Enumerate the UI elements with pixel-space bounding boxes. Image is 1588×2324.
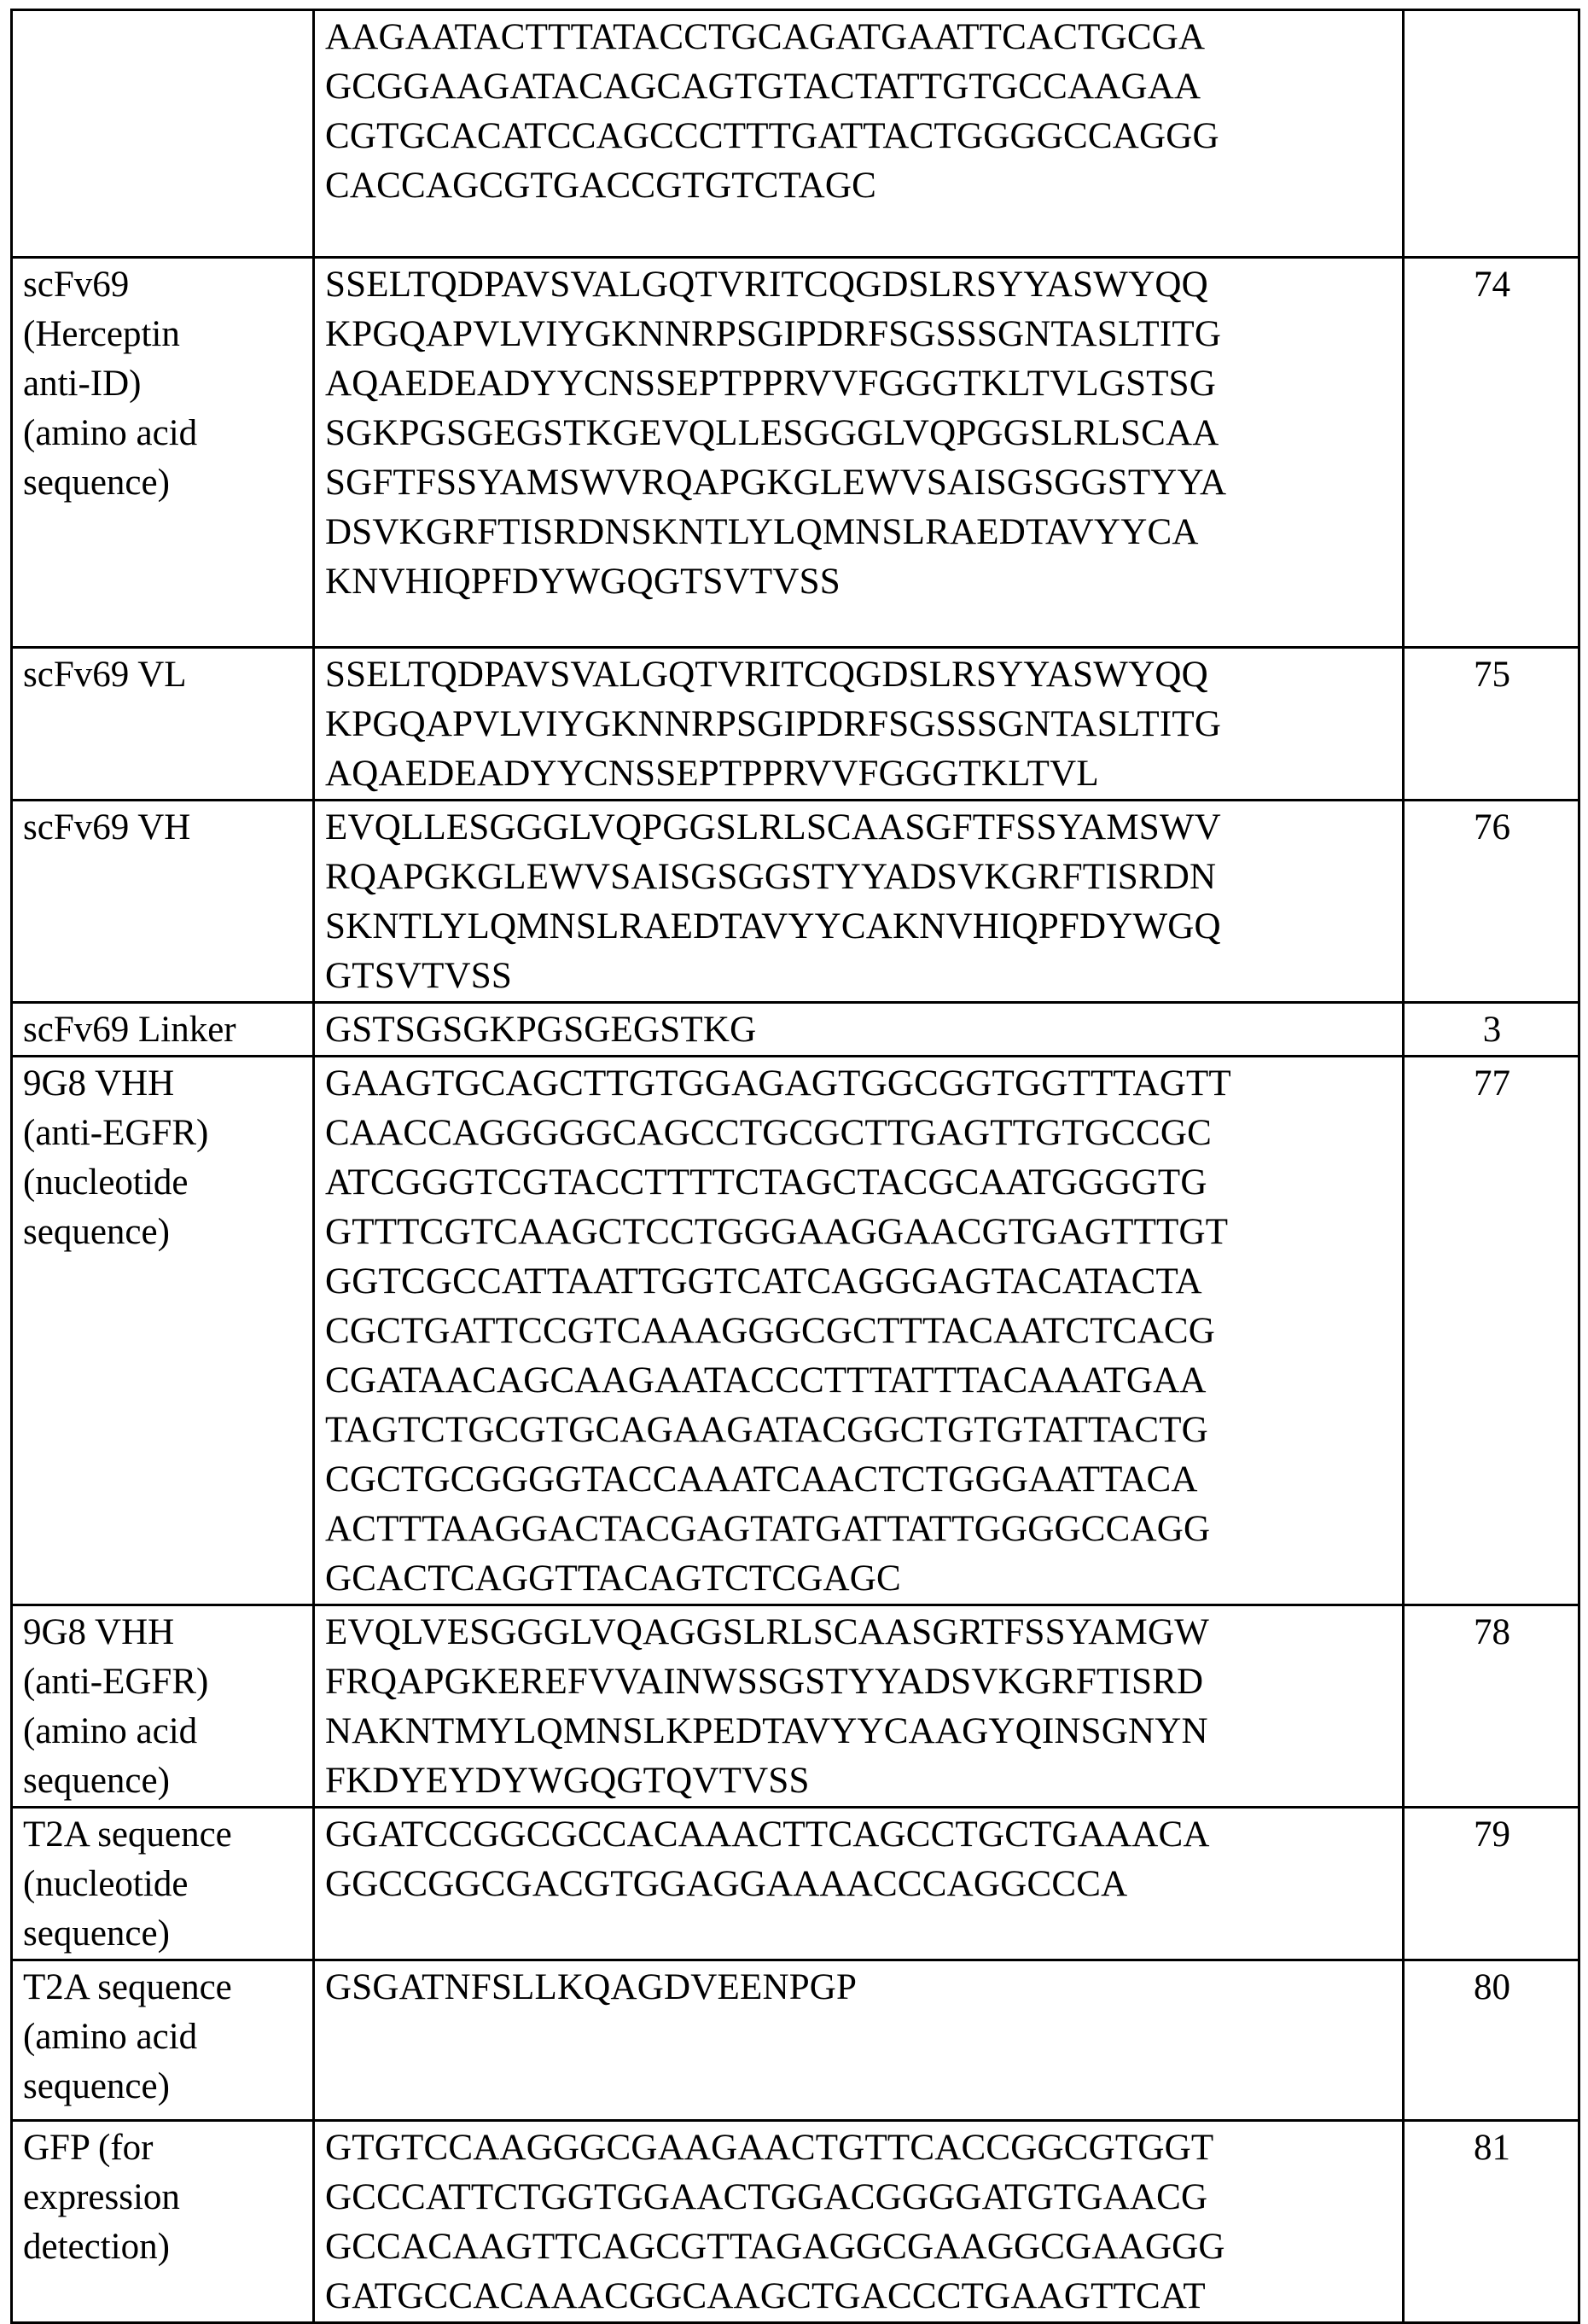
seq-id-cell: 79 xyxy=(1404,1808,1579,1960)
table-row xyxy=(12,10,1579,258)
seq-id-cell: 78 xyxy=(1404,1605,1579,1808)
seq-id-cell: 3 xyxy=(1404,1003,1579,1057)
seq-id-cell: 76 xyxy=(1404,801,1579,1003)
sequence-cell: EVQLLESGGGLVQPGGSLRLSCAASGFTFSSYAMSWV RQAPGKGLEWVSAISGSGGSTYYADSVKGRFTISRDN SKNTLYLQMNSLRAEDTAVYYCAKNVHIQPFDYWGQ GTSVTVSS xyxy=(314,801,1404,1003)
table-row xyxy=(12,2121,1579,2323)
description-cell: T2A sequence (amino acid sequence) xyxy=(12,1960,314,2121)
sequence-cell: GTGTCCAAGGGCGAAGAACTGTTCACCGGCGTGGT GCCCATTCTGGTGGAACTGGACGGGGATGTGAACG GCCACAAGTTCAGCGTTAGAGGCGAAGGCGAAGGG GATGCCACAAACGGCAAGCTGACCCTGAAGTTCAT xyxy=(314,2121,1404,2323)
description-cell: scFv69 Linker xyxy=(12,1003,314,1057)
sequence-table-body xyxy=(12,10,1579,2323)
table-row xyxy=(12,801,1579,1003)
description-cell: T2A sequence (nucleotide sequence) xyxy=(12,1808,314,1960)
sequence-table xyxy=(10,9,1580,2324)
table-row xyxy=(12,1960,1579,2121)
sequence-cell: GSTSGSGKPGSGEGSTKG xyxy=(314,1003,1404,1057)
description-cell: 9G8 VHH (anti-EGFR) (amino acid sequence) xyxy=(12,1605,314,1808)
table-row xyxy=(12,648,1579,801)
table-row xyxy=(12,1003,1579,1057)
table-row xyxy=(12,1605,1579,1808)
table-row xyxy=(12,258,1579,648)
sequence-cell: SSELTQDPAVSVALGQTVRITCQGDSLRSYYASWYQQ KPGQAPVLVIYGKNNRPSGIPDRFSGSSSGNTASLTITG AQAEDEADYYCNSSEPTPPRVVFGGGTKLTVLGSTSG SGKPGSGEGSTKGEVQLLESGGGLVQPGGSLRLSCAA SGFTFSSYAMSWVRQAPGKGLEWVSAISGSGGSTYYA DSVKGRFTISRDNSKNTLYLQMNSLRAEDTAVYYCA KNVHIQPFDYWGQGTSVTVSS xyxy=(314,258,1404,648)
description-cell: GFP (for expression detection) xyxy=(12,2121,314,2323)
sequence-cell: EVQLVESGGGLVQAGGSLRLSCAASGRTFSSYAMGW FRQAPGKEREFVVAINWSSGSTYYADSVKGRFTISRD NAKNTMYLQMNSLKPEDTAVYYCAAGYQINSGNYN FKDYEYDYWGQGTQVTVSS xyxy=(314,1605,1404,1808)
description-cell: scFv69 (Herceptin anti-ID) (amino acid sequence) xyxy=(12,258,314,648)
description-cell: scFv69 VL xyxy=(12,648,314,801)
seq-id-cell: 75 xyxy=(1404,648,1579,801)
description-cell: scFv69 VH xyxy=(12,801,314,1003)
sequence-cell: GGATCCGGCGCCACAAACTTCAGCCTGCTGAAACA GGCCGGCGACGTGGAGGAAAACCCAGGCCCA xyxy=(314,1808,1404,1960)
sequence-cell: SSELTQDPAVSVALGQTVRITCQGDSLRSYYASWYQQ KPGQAPVLVIYGKNNRPSGIPDRFSGSSSGNTASLTITG AQAEDEADYYCNSSEPTPPRVVFGGGTKLTVL xyxy=(314,648,1404,801)
table-row xyxy=(12,1808,1579,1960)
seq-id-cell: 80 xyxy=(1404,1960,1579,2121)
sequence-cell: GSGATNFSLLKQAGDVEENPGP xyxy=(314,1960,1404,2121)
table-row xyxy=(12,1057,1579,1605)
description-cell xyxy=(12,10,314,258)
seq-id-cell: 81 xyxy=(1404,2121,1579,2323)
seq-id-cell: 77 xyxy=(1404,1057,1579,1605)
seq-id-cell xyxy=(1404,10,1579,258)
description-cell: 9G8 VHH (anti-EGFR) (nucleotide sequence) xyxy=(12,1057,314,1605)
sequence-cell: GAAGTGCAGCTTGTGGAGAGTGGCGGTGGTTTAGTT CAACCAGGGGGCAGCCTGCGCTTGAGTTGTGCCGC ATCGGGTCGTACCTTTTCTAGCTACGCAATGGGGTG GTTTCGTCAAGCTCCTGGGAAGGAACGTGAGTTTGT GGTCGCCATTAATTGGTCATCAGGGAGTACATACTA CGCTGATTCCGTCAAAGGGCGCTTTACAATCTCACG CGATAACAGCAAGAATACCCTTTATTTACAAATGAA TAGTCTGCGTGCAGAAGATACGGCTGTGTATTACTG CGCTGCGGGGTACCAAATCAACTCTGGGAATTACA ACTTTAAGGACTACGAGTATGATTATTGGGGCCAGG GCACTCAGGTTACAGTCTCGAGC xyxy=(314,1057,1404,1605)
seq-id-cell: 74 xyxy=(1404,258,1579,648)
sequence-cell: AAGAATACTTTATACCTGCAGATGAATTCACTGCGA GCGGAAGATACAGCAGTGTACTATTGTGCCAAGAA CGTGCACATCCAGCCCTTTGATTACTGGGGCCAGGG CACCAGCGTGACCGTGTCTAGC xyxy=(314,10,1404,258)
